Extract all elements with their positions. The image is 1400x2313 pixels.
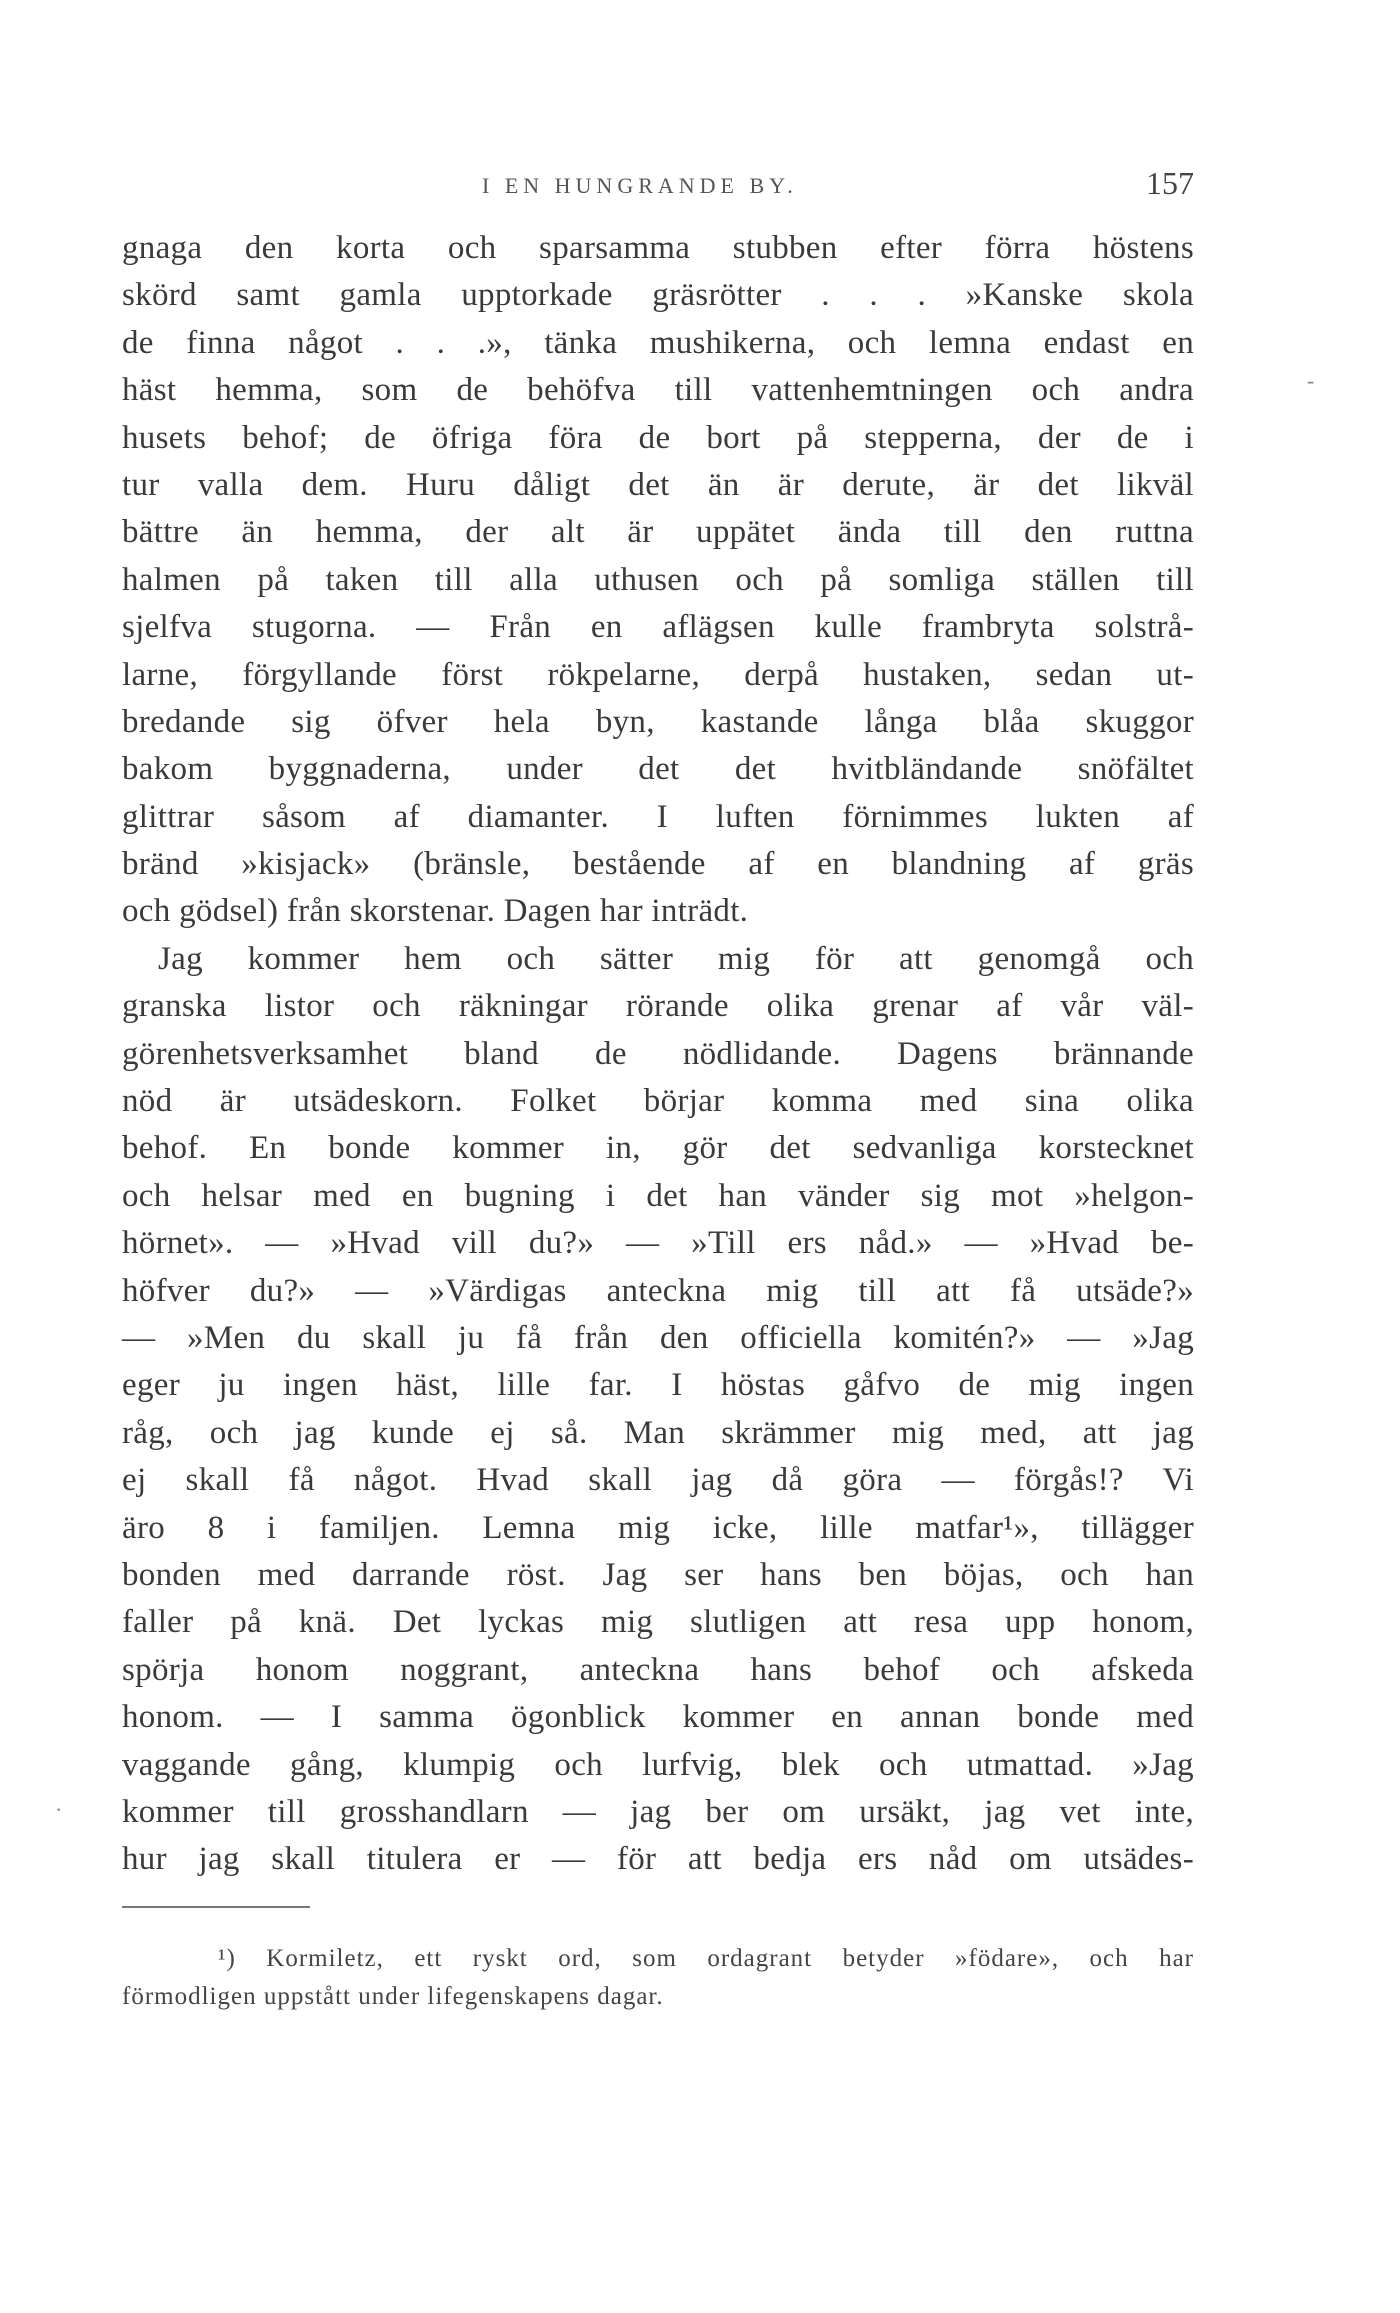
running-head: I EN HUNGRANDE BY. (482, 173, 798, 198)
page-header (122, 165, 1194, 205)
text-line: kommer till grosshandlarn — jag ber om ursäkt, jag vet inte, (122, 1793, 1194, 1830)
text-line: larne, förgyllande först rökpelarne, derpå hustaken, sedan ut- (122, 656, 1194, 693)
text-line: bränd »kisjack» (bränsle, bestående af en blandning af gräs (122, 846, 1194, 883)
footnote-line: förmodligen uppstått under lifegenskapens dagar. (122, 1983, 664, 2010)
text-line: ej skall få något. Hvad skall jag då göra — förgås!? Vi (122, 1462, 1194, 1499)
text-line: — »Men du skall ju få från den officiella komitén?» — »Jag (122, 1319, 1194, 1356)
margin-dash-mark: - (1307, 368, 1315, 393)
text-line: äro 8 i familjen. Lemna mig icke, lille matfar¹», tillägger (122, 1509, 1194, 1546)
text-line: häst hemma, som de behöfva till vattenhemtningen och andra (122, 372, 1194, 409)
text-line: nöd är utsädeskorn. Folket börjar komma med sina olika (122, 1083, 1194, 1120)
text-line: behof. En bonde kommer in, gör det sedvanliga korstecknet (122, 1130, 1194, 1167)
text-line: bakom byggnaderna, under det det hvitbländande snöfältet (122, 751, 1194, 788)
text-line: granska listor och räkningar rörande olika grenar af vår väl- (122, 988, 1194, 1025)
text-line: sjelfva stugorna. — Från en aflägsen kulle frambryta solstrå- (122, 609, 1194, 646)
main-text (122, 225, 1194, 1884)
text-line: gnaga den korta och sparsamma stubben efter förra höstens (122, 230, 1194, 266)
text-line: höfver du?» — »Värdigas anteckna mig till att få utsäde?» (122, 1272, 1194, 1309)
text-line: bonden med darrande röst. Jag ser hans ben böjas, och han (122, 1556, 1194, 1593)
text-line: halmen på taken till alla uthusen och på somliga ställen till (122, 561, 1194, 598)
footnote-divider (122, 1906, 310, 1908)
text-line: bättre än hemma, der alt är uppätet ända till den ruttna (122, 514, 1194, 551)
text-line: bredande sig öfver hela byn, kastande långa blåa skuggor (122, 703, 1194, 740)
text-line: husets behof; de öfriga föra de bort på stepperna, der de i (122, 419, 1194, 456)
text-line: råg, och jag kunde ej så. Man skrämmer mig med, att jag (122, 1414, 1194, 1451)
text-line: görenhetsverksamhet bland de nödlidande. Dagens brännande (122, 1035, 1194, 1072)
text-line: och helsar med en bugning i det han vänder sig mot »helgon- (122, 1177, 1194, 1214)
page-number: 157 (1146, 165, 1194, 201)
text-line: tur valla dem. Huru dåligt det än är derute, är det likväl (122, 466, 1194, 503)
text-line: hörnet». — »Hvad vill du?» — »Till ers nåd.» — »Hvad be- (122, 1225, 1194, 1262)
text-line: skörd samt gamla upptorkade gräsrötter . . . »Kanske skola (122, 277, 1194, 314)
text-line: hur jag skall titulera er — för att bedja ers nåd om utsädes- (122, 1841, 1194, 1878)
text-line: faller på knä. Det lyckas mig slutligen att resa upp honom, (122, 1604, 1194, 1641)
text-line: de finna något . . .», tänka mushikerna, och lemna endast en (122, 324, 1194, 361)
footnote-line: ¹) Kormiletz, ett ryskt ord, som ordagrant betyder »födare», och har (218, 1945, 1194, 1972)
text-line: honom. — I samma ögonblick kommer en annan bonde med (122, 1699, 1194, 1736)
paragraph-start-line: Jag kommer hem och sätter mig för att genomgå och (158, 940, 1194, 977)
margin-dot-mark: · (55, 1797, 63, 1822)
text-line: glittrar såsom af diamanter. I luften förnimmes lukten af (122, 798, 1194, 835)
text-line: eger ju ingen häst, lille far. I höstas gåfvo de mig ingen (122, 1367, 1194, 1404)
text-line: och gödsel) från skorstenar. Dagen har inträdt. (122, 893, 749, 930)
text-line: vaggande gång, klumpig och lurfvig, blek och utmattad. »Jag (122, 1746, 1194, 1783)
footnotes (122, 1940, 1194, 2016)
text-line: spörja honom noggrant, anteckna hans behof och afskeda (122, 1651, 1194, 1688)
